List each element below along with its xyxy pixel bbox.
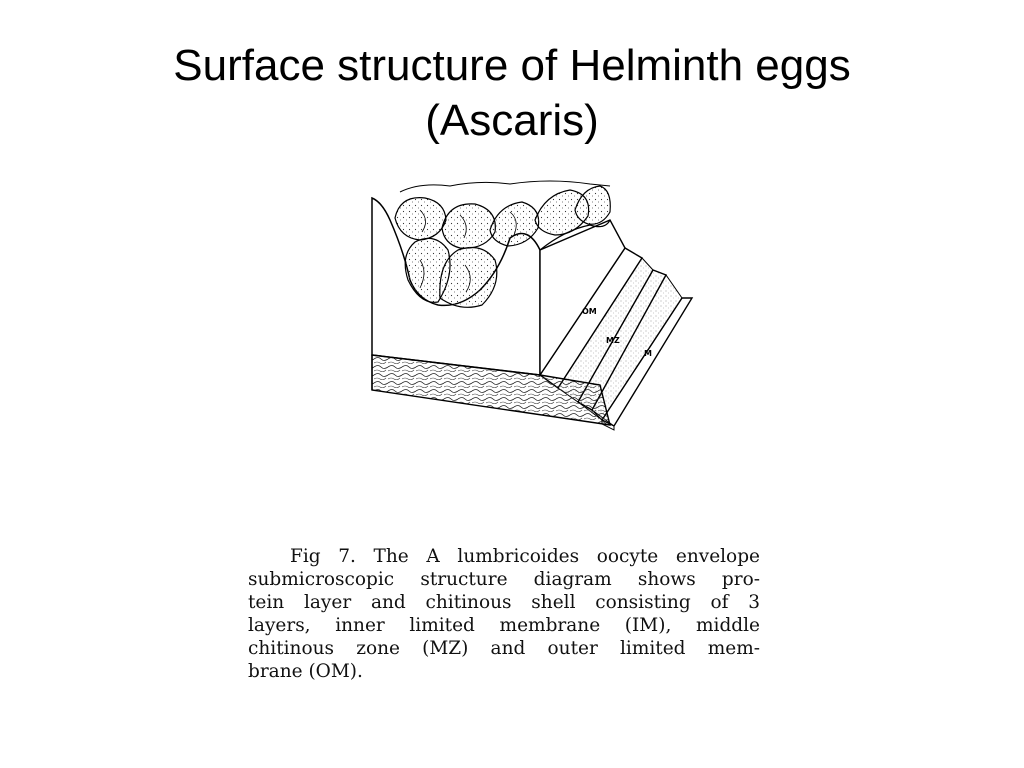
figure-caption — [248, 545, 760, 683]
caption-line-6: brane (OM). — [248, 661, 363, 682]
label-om: OM — [582, 307, 597, 316]
caption-line-4: layers, inner limited membrane (IM), middle — [248, 615, 760, 636]
label-m: M — [644, 349, 652, 358]
egg-envelope-diagram-svg — [360, 180, 710, 435]
slide-title-line-1: Surface structure of Helminth eggs — [173, 41, 851, 90]
slide-title — [0, 38, 1024, 148]
caption-line-1: Fig 7. The A lumbricoides oocyte envelope — [290, 546, 760, 567]
caption-line-2: submicroscopic structure diagram shows pro- — [248, 569, 760, 590]
label-mz: MZ — [606, 336, 620, 345]
slide-title-line-2: (Ascaris) — [425, 96, 599, 145]
caption-line-3: tein layer and chitinous shell consisting of 3 — [248, 592, 760, 613]
caption-line-5: chitinous zone (MZ) and outer limited mem- — [248, 638, 760, 659]
egg-envelope-diagram — [360, 180, 710, 435]
